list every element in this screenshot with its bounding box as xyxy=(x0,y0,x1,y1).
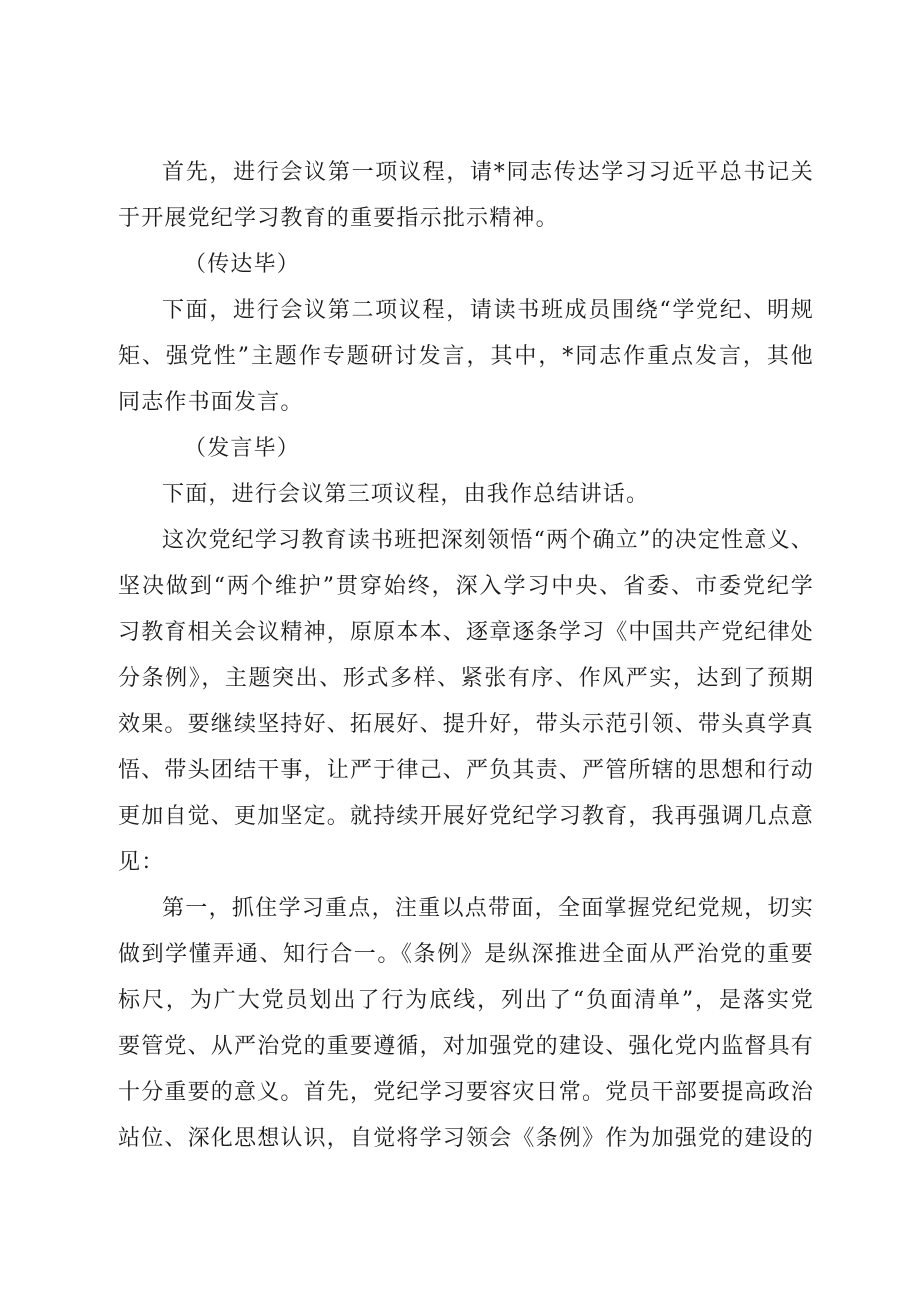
note-relay-finished: （传达毕） xyxy=(184,252,301,277)
paragraph-agenda-item-2: 下面，进行会议第二项议程，请读书班成员围绕“学党纪、明规矩、强党性”主题作专题研讨发言，其中，*同志作重点发言，其他同志作书面发言。 xyxy=(118,298,814,415)
note-speech-finished: （发言毕） xyxy=(184,436,301,461)
paragraph-agenda-item-1: 首先，进行会议第一项议程，请*同志传达学习习近平总书记关于开展党纪学习教育的重要指示批示精神。 xyxy=(118,160,814,231)
paragraph-agenda-item-3: 下面，进行会议第三项议程，由我作总结讲话。 xyxy=(162,482,650,507)
paragraph-point-one: 第一，抓住学习重点，注重以点带面，全面掌握党纪党规，切实做到学懂弄通、知行合一。《条例》是纵深推进全面从严治党的重要标尺，为广大党员划出了行为底线，列出了“负面清单”，是落实党要管党、从严治党的重要遵循，对加强党的建设、强化党内监督具有十分重要的意义。首先，党纪学习要容灾日常。党员干部要提高政治站位、深化思想认识，自觉将学习领会《条例》作为加强党的建设的 xyxy=(118,896,815,1151)
paragraph-summary-intro: 这次党纪学习教育读书班把深刻领悟“两个确立”的决定性意义、坚决做到“两个维护”贯穿始终，深入学习中央、省委、市委党纪学习教育相关会议精神，原原本本、逐章逐条学习《中国共产党纪律处分条例》，主题突出、形式多样、紧张有序、作风严实，达到了预期效果。要继续坚持好、拓展好、提升好，带头示范引领、带头真学真悟、带头团结干事，让严于律己、严负其责、严管所辖的思想和行动更加自觉、更加坚定。就持续开展好党纪学习教育，我再强调几点意见： xyxy=(118,528,815,875)
document-body xyxy=(118,150,814,1162)
